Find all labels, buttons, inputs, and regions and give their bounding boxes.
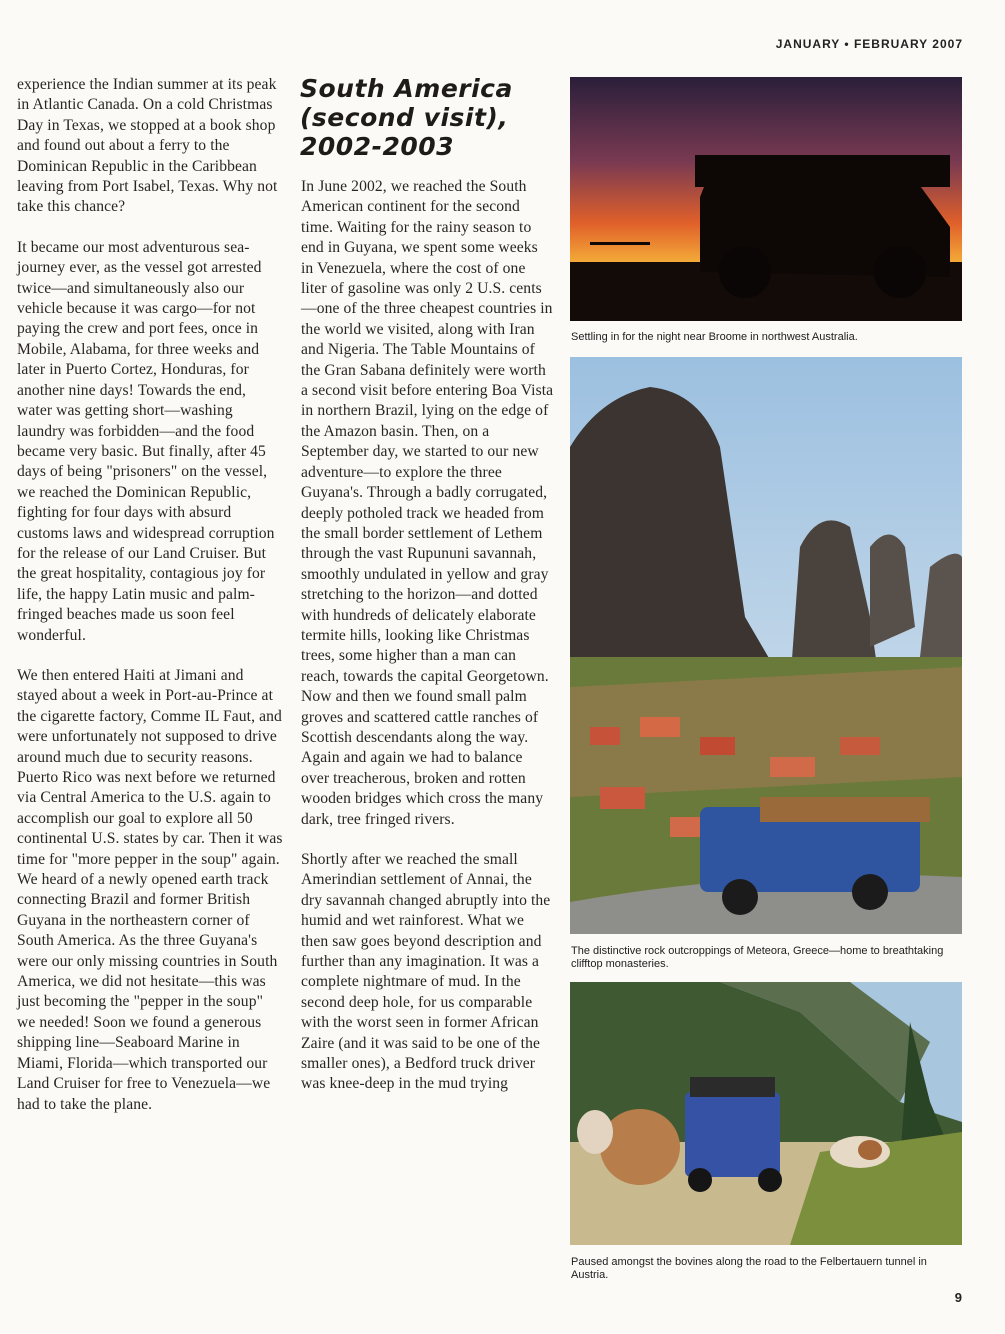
paragraph: We then entered Haiti at Jimani and stayed about a week in Port-au-Prince at the cigarette factory, Comme IL Faut, and were unfortunately not supposed to drive around much due to security reasons. Puerto Rico was next before we returned via Central America to the U.S. again to accomplish our goal to explore all 50 continental U.S. states by car. Then it was time for "more pepper in the soup" again. We heard of a newly opened earth track connecting Brazil and former British Guyana in the northeastern corner of South America. As the three Guyana's were our only missing countries in South America, we did not hesitate—this was just becoming the "pepper in the soup" we needed! Soon we found a generous shipping line—Seaboard Marine in Miami, Florida—which transported our Land Cruiser for free to Venezuela—we had to take the plane. [17, 666, 283, 1113]
photo-caption: Paused amongst the bovines along the road to the Felbertauern tunnel in Austria. [571, 1256, 927, 1281]
paragraph: It became our most adventurous sea-journey ever, as the vessel got arrested twice—and simultaneously also our vehicle because it was cargo—for not paying the crew and port fees, once in Mobile, Alabama, for three weeks and later in Puerto Cortez, Honduras, for another nine days! Towards the end, water was getting short—washing laundry was forbidden—and the food became very basic. But finally, after 45 days of being "prisoners" on the vessel, we reached the Dominican Republic, fighting for four days with absurd customs laws and widespread corruption for the release of our Land Cruiser. But the great hospitality, contagious joy for life, the happy Latin music and palm-fringed beaches made us soon feel wonderful. [17, 238, 275, 644]
section-title: South America (second visit), 2002-2003 [300, 74, 513, 161]
article-column-2 [301, 177, 554, 1115]
photo-caption: Settling in for the night near Broome in northwest Australia. [571, 331, 858, 343]
issue-date-header: JANUARY • FEBRUARY 2007 [775, 37, 963, 51]
article-column-1 [17, 75, 285, 1135]
photo-sunset-broome [570, 77, 962, 321]
photo-caption: The distinctive rock outcroppings of Meteora, Greece—home to breathtaking clifftop monasteries. [571, 945, 944, 970]
photo-meteora-greece [570, 357, 962, 934]
paragraph: experience the Indian summer at its peak in Atlantic Canada. On a cold Christmas Day in Texas, we stopped at a book shop and found out about a ferry to the Dominican Republic in the Caribbean leaving from Port Isabel, Texas. Why not take this chance? [17, 76, 278, 216]
photo-felbertauern-austria [570, 982, 962, 1245]
paragraph: In June 2002, we reached the South American continent for the second time. Waiting for the rainy season to end in Guyana, we spent some weeks in Venezuela, where the cost of one liter of gasoline was only 2 U.S. cents—one of the three cheapest countries in the world we visited, along with Iran and Nigeria. The Table Mountains of the Gran Sabana definitely were worth a second visit before entering Boa Vista in northern Brazil, lying on the edge of the Amazon basin. Then, on a September day, we started to our new adventure—to explore the three Guyana's. Through a badly corrugated, deeply potholed track we headed from the small border settlement of Lethem through the vast Rupununi savannah, smoothly undulated in yellow and gray stretching to the horizon—and dotted with hundreds of delicately elaborate termite hills, looking like Christmas trees, some higher than a man can reach, towards the capital Georgetown. Now and then we found small palm groves and scattered cattle ranches of Scottish descendants along the way. Again and again we had to balance over treacherous, broken and rotten wooden bridges which cross the many dark, tree fringed rivers. [301, 178, 554, 828]
paragraph: Shortly after we reached the small Amerindian settlement of Annai, the dry savannah changed abruptly into the humid and wet rainforest. What we then saw goes beyond description and further than any imagination. It was a complete nightmare of mud. In the second deep hole, for us comparable with the worst seen in former African Zaire (and it was said to be one of the smaller ones), a Bedford truck driver was knee-deep in the mud trying [301, 851, 551, 1093]
page-number: 9 [954, 1290, 962, 1305]
